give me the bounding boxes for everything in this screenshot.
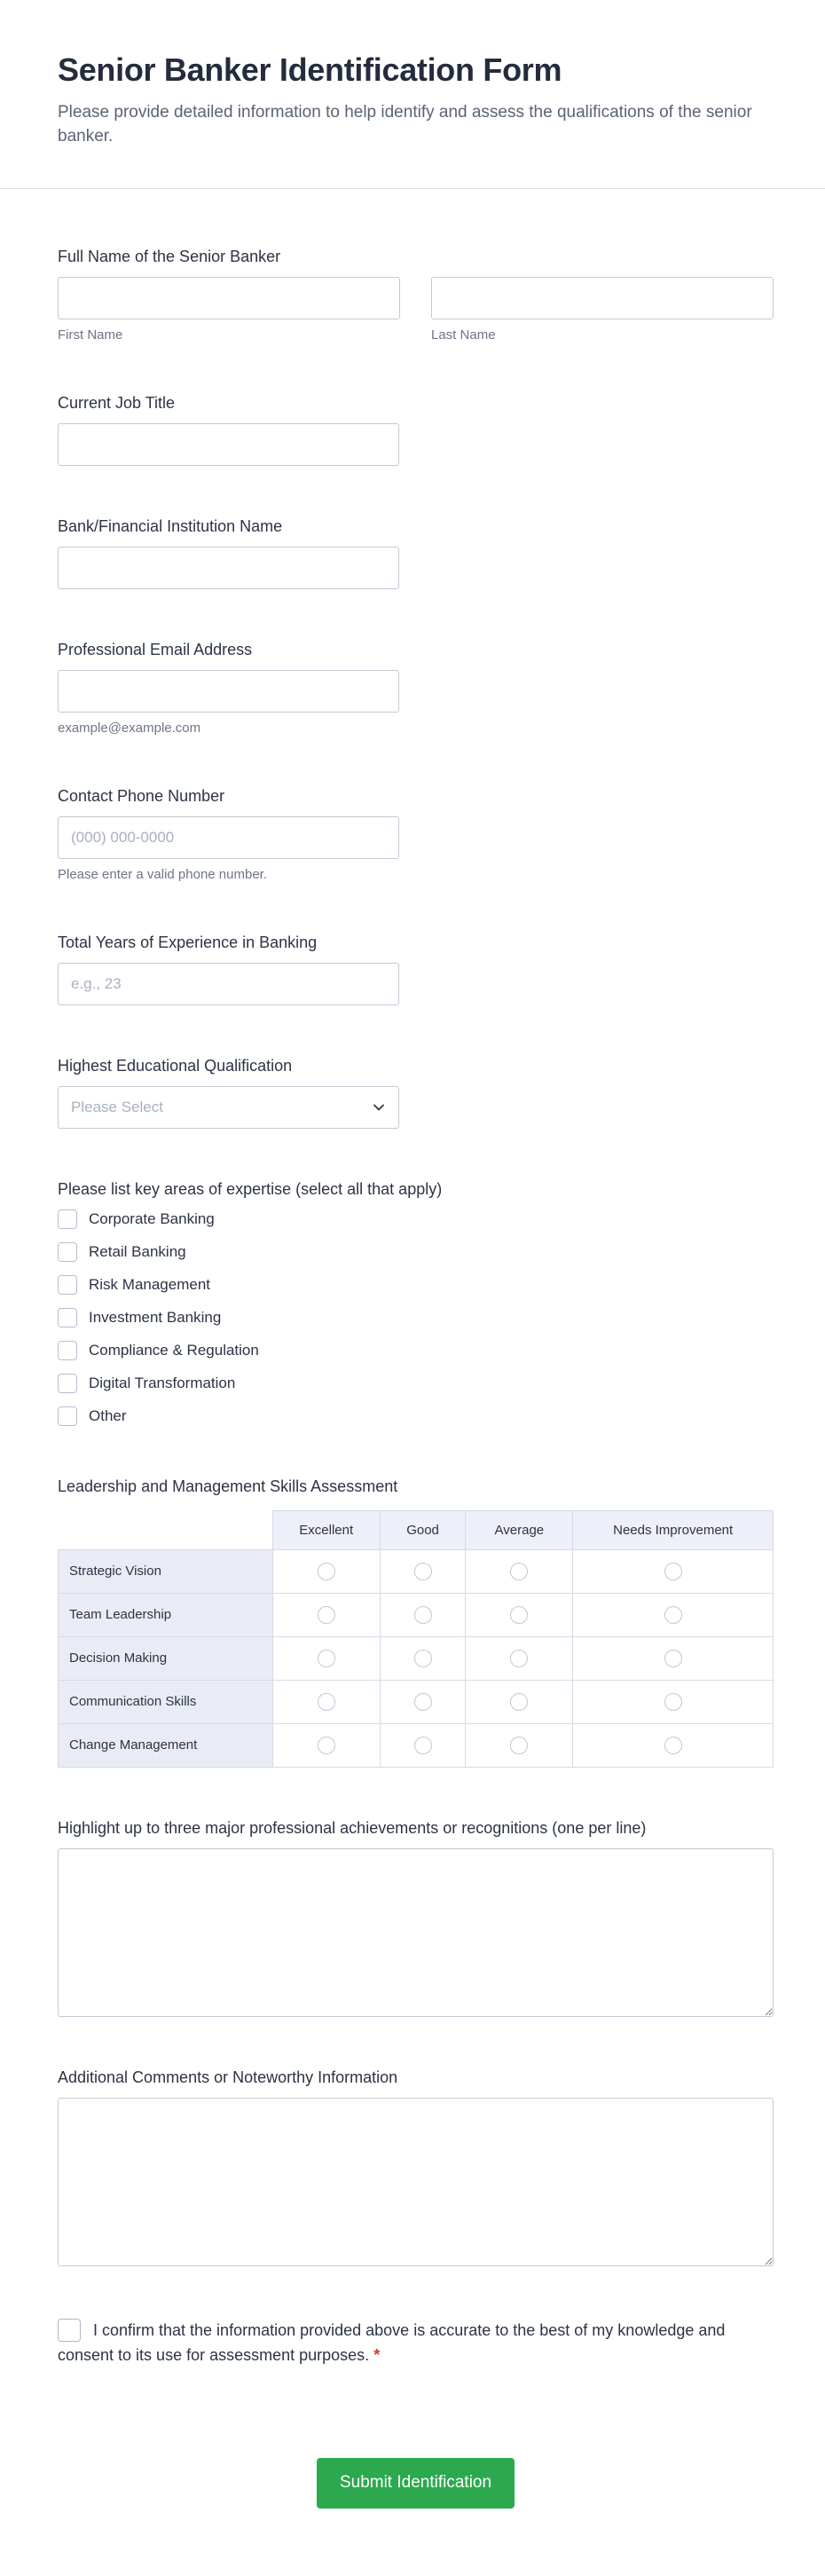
matrix-cell (573, 1549, 774, 1593)
question-achievements (58, 1819, 774, 2017)
checkbox-option-label: Retail Banking (89, 1242, 186, 1260)
matrix-cell (466, 1636, 573, 1680)
matrix-radio[interactable] (414, 1693, 432, 1711)
matrix-radio[interactable] (318, 1563, 335, 1580)
matrix-cell (573, 1593, 774, 1636)
form-header (0, 0, 825, 149)
question-skills-matrix (58, 1477, 774, 1768)
checkbox-option-label: Risk Management (89, 1275, 211, 1293)
matrix-col-header: Excellent (272, 1510, 380, 1549)
matrix-radio[interactable] (510, 1563, 528, 1580)
matrix-cell (573, 1723, 774, 1767)
last-name-input[interactable] (431, 277, 774, 319)
matrix-cell (380, 1680, 466, 1723)
email-sublabel: example@example.com (58, 720, 201, 736)
achievements-textarea[interactable] (58, 1848, 774, 2017)
comments-textarea[interactable] (58, 2098, 774, 2266)
matrix-row-communication-skills (59, 1680, 774, 1723)
matrix-col-header: Good (380, 1510, 466, 1549)
matrix-cell (272, 1680, 380, 1723)
matrix-cell (466, 1680, 573, 1723)
comments-label: Additional Comments or Noteworthy Information (58, 2068, 398, 2086)
question-phone (58, 787, 774, 882)
question-expertise (58, 1180, 774, 1426)
checkbox[interactable] (58, 1242, 77, 1262)
matrix-cell (272, 1549, 380, 1593)
matrix-radio[interactable] (510, 1650, 528, 1667)
checkbox[interactable] (58, 1406, 77, 1426)
question-confirmation (58, 2318, 758, 2367)
checkbox-option-label: Investment Banking (89, 1308, 222, 1326)
email-label: Professional Email Address (58, 640, 253, 658)
checkbox-option-digital-transformation[interactable] (58, 1374, 235, 1393)
checkbox-option-compliance-regulation[interactable] (58, 1341, 259, 1360)
matrix-radio[interactable] (414, 1650, 432, 1667)
checkbox[interactable] (58, 1308, 77, 1327)
matrix-cell (380, 1593, 466, 1636)
achievements-label: Highlight up to three major professional achievements or recognitions (one per line) (58, 1818, 647, 1837)
matrix-cell (272, 1593, 380, 1636)
matrix-radio[interactable] (510, 1693, 528, 1711)
last-name-col (431, 277, 774, 343)
name-row (58, 277, 774, 343)
matrix-cell (380, 1549, 466, 1593)
question-bank-name (58, 517, 774, 589)
matrix-radio[interactable] (510, 1737, 528, 1754)
phone-input[interactable] (58, 816, 399, 859)
checkbox[interactable] (58, 1374, 77, 1393)
matrix-row-label: Strategic Vision (59, 1549, 273, 1593)
confirm-label: I confirm that the information provided above is accurate to the best of my knowledge and consent to its use for assessment purposes. * (58, 2320, 726, 2364)
checkbox-option-label: Compliance & Regulation (89, 1341, 259, 1359)
checkbox[interactable] (58, 1209, 77, 1229)
bank-name-input[interactable] (58, 547, 399, 589)
chevron-down-icon (372, 1100, 386, 1115)
matrix-cell (272, 1723, 380, 1767)
page-title: Senior Banker Identification Form (58, 51, 562, 88)
matrix-radio[interactable] (414, 1563, 432, 1580)
matrix-radio[interactable] (510, 1606, 528, 1624)
education-select[interactable] (58, 1086, 399, 1129)
skills-matrix-table (58, 1510, 774, 1768)
checkbox-option-investment-banking[interactable] (58, 1308, 221, 1327)
question-job-title (58, 394, 774, 466)
matrix-cell (272, 1636, 380, 1680)
checkbox[interactable] (58, 1341, 77, 1360)
matrix-header-row (59, 1510, 774, 1549)
matrix-radio[interactable] (318, 1606, 335, 1624)
matrix-cell (573, 1680, 774, 1723)
matrix-radio[interactable] (664, 1650, 682, 1667)
matrix-cell (466, 1593, 573, 1636)
question-comments (58, 2068, 774, 2266)
matrix-cell (466, 1549, 573, 1593)
first-name-sublabel: First Name (58, 327, 123, 343)
phone-hint: Please enter a valid phone number. (58, 866, 267, 882)
matrix-corner-cell (59, 1510, 273, 1549)
matrix-radio[interactable] (414, 1737, 432, 1754)
form-body (0, 189, 825, 2550)
required-asterisk: * (373, 2345, 381, 2364)
email-input[interactable] (58, 670, 399, 713)
checkbox-option-corporate-banking[interactable] (58, 1209, 215, 1229)
checkbox-option-risk-management[interactable] (58, 1275, 210, 1295)
question-education (58, 1057, 774, 1129)
matrix-row-label: Decision Making (59, 1636, 273, 1680)
checkbox-option-retail-banking[interactable] (58, 1242, 186, 1262)
matrix-radio[interactable] (664, 1693, 682, 1711)
confirm-checkbox[interactable] (58, 2319, 81, 2342)
submit-button[interactable]: Submit Identification (317, 2458, 515, 2509)
matrix-cell (573, 1636, 774, 1680)
matrix-row-strategic-vision (59, 1549, 774, 1593)
matrix-row-decision-making (59, 1636, 774, 1680)
matrix-cell (466, 1723, 573, 1767)
matrix-radio[interactable] (318, 1693, 335, 1711)
experience-label: Total Years of Experience in Banking (58, 933, 318, 951)
question-experience (58, 934, 774, 1005)
matrix-radio[interactable] (318, 1650, 335, 1667)
matrix-col-header: Average (466, 1510, 573, 1549)
checkbox-option-label: Corporate Banking (89, 1209, 215, 1227)
matrix-row-change-management (59, 1723, 774, 1767)
bank-name-label: Bank/Financial Institution Name (58, 516, 283, 535)
submit-row (58, 2458, 774, 2550)
phone-label: Contact Phone Number (58, 786, 225, 805)
matrix-col-header: Needs Improvement (573, 1510, 774, 1549)
skills-matrix-label: Leadership and Management Skills Assessment (58, 1477, 398, 1495)
job-title-input[interactable] (58, 423, 399, 466)
matrix-radio[interactable] (414, 1606, 432, 1624)
expertise-label: Please list key areas of expertise (select all that apply) (58, 1179, 443, 1198)
matrix-radio[interactable] (318, 1737, 335, 1754)
page-subtitle: Please provide detailed information to help identify and assess the qualifications of the senior banker. (58, 103, 752, 146)
matrix-row-team-leadership (59, 1593, 774, 1636)
matrix-row-label: Change Management (59, 1723, 273, 1767)
checkbox-option-label: Other (89, 1406, 127, 1424)
checkbox[interactable] (58, 1275, 77, 1295)
question-email (58, 641, 774, 736)
matrix-row-label: Team Leadership (59, 1593, 273, 1636)
first-name-col (58, 277, 400, 343)
checkbox-option-other[interactable] (58, 1406, 127, 1426)
first-name-input[interactable] (58, 277, 400, 319)
matrix-row-label: Communication Skills (59, 1680, 273, 1723)
matrix-cell (380, 1723, 466, 1767)
matrix-radio[interactable] (664, 1606, 682, 1624)
question-full-name (58, 248, 774, 343)
matrix-radio[interactable] (664, 1737, 682, 1754)
job-title-label: Current Job Title (58, 393, 176, 412)
last-name-sublabel: Last Name (431, 327, 496, 343)
matrix-cell (380, 1636, 466, 1680)
matrix-radio[interactable] (664, 1563, 682, 1580)
experience-input[interactable] (58, 963, 399, 1005)
full-name-label: Full Name of the Senior Banker (58, 247, 281, 265)
education-label: Highest Educational Qualification (58, 1056, 293, 1075)
education-select-value: Please Select (71, 1098, 163, 1115)
checkbox-option-label: Digital Transformation (89, 1374, 236, 1391)
